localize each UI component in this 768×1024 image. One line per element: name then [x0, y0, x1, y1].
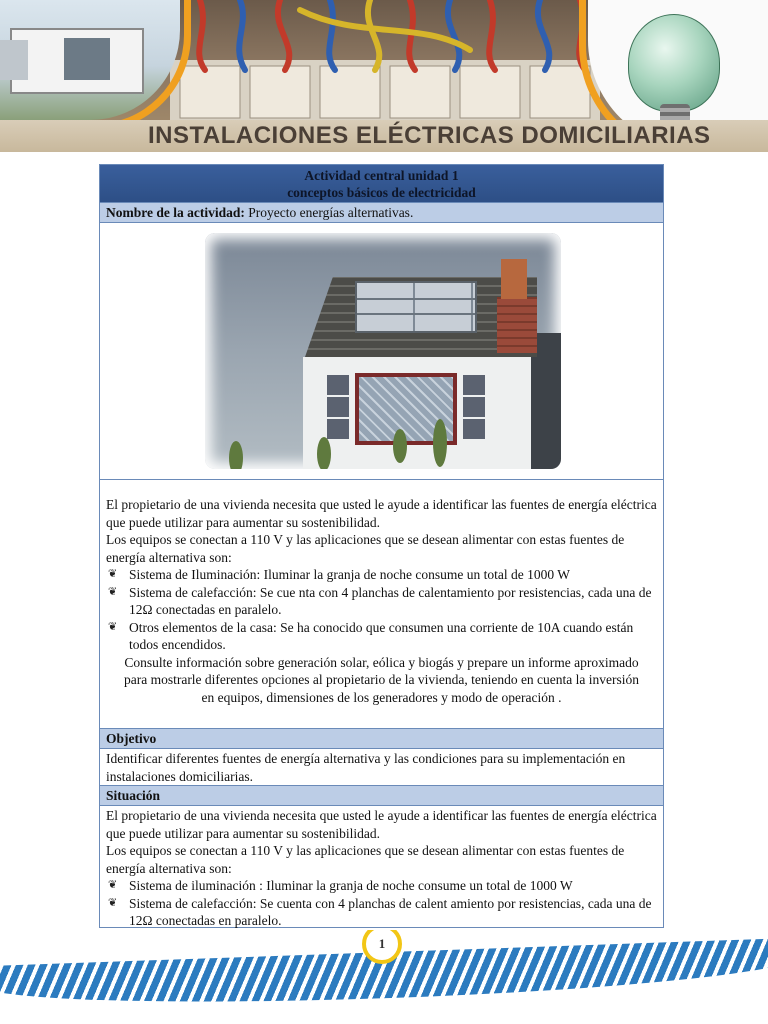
objetivo-text: Identificar diferentes fuentes de energía alternativa y las condiciones para su implementación en instalaciones domiciliarias.: [106, 751, 626, 784]
activity-table: [99, 164, 664, 928]
situacion-paragraph-2: Los equipos se conectan a 110 V y las aplicaciones que se desean alimentar con estas fuentes de energía alternativa son:: [106, 843, 625, 876]
page-footer: [0, 930, 768, 1024]
objetivo-cell: [100, 749, 663, 786]
objetivo-label-row: [100, 729, 663, 749]
situacion-bullet-2: ❦ Sistema de calefacción: Se cuenta con 4 planchas de calent amiento por resistencias, cada una de 12Ω conectadas en paralelo.: [106, 895, 657, 930]
intro-paragraph-2: Los equipos se conectan a 110 V y las aplicaciones que se desean alimentar con estas fuentes de energía alternativa son:: [106, 532, 625, 565]
intro-bullet-1: ❦ Sistema de Iluminación: Iluminar la granja de noche consume un total de 1000 W: [106, 566, 657, 584]
situacion-bullet-1: ❦ Sistema de iluminación : Iluminar la granja de noche consume un total de 1000 W: [106, 877, 657, 895]
header-banner: [0, 0, 768, 152]
situacion-label: Situación: [106, 788, 161, 803]
solar-house-photo: [205, 233, 561, 469]
intro-bullet-3: ❦ Otros elementos de la casa: Se ha conocido que consumen una corriente de 10A cuando están todos encendidos.: [106, 619, 657, 654]
activity-name-row: [100, 203, 663, 223]
intro-cell: [100, 480, 663, 729]
situacion-label-row: [100, 786, 663, 806]
situacion-cell: [100, 806, 663, 930]
page-number: 1: [362, 930, 402, 964]
table-header: [100, 165, 663, 203]
intro-bullet-2: ❦ Sistema de calefacción: Se cue nta con 4 planchas de calentamiento por resistencias, cada una de 12Ω conectadas en paralelo.: [106, 584, 657, 619]
intro-closing: Consulte información sobre generación solar, eólica y biogás y prepare un informe aproximado para mostrarle diferentes opciones al propietario de la vivienda, teniendo en cuenta la inversión en equipos, dimensiones de los generadores y modo de operación .: [123, 654, 640, 705]
situacion-paragraph-1: El propietario de una vivienda necesita que usted le ayude a identificar las fuentes de energía eléctrica que puede utilizar para aumentar su sostenibilidad.: [106, 808, 657, 841]
activity-name-label: Nombre de la actividad:: [106, 205, 245, 220]
banner-title-bar: [0, 120, 768, 152]
header-line-2: conceptos básicos de electricidad: [287, 185, 476, 200]
solar-panel-icon: [355, 281, 477, 333]
image-cell: [100, 223, 663, 480]
header-line-1: Actividad central unidad 1: [304, 168, 459, 183]
activity-name-value: Proyecto energías alternativas.: [248, 205, 414, 220]
intro-paragraph-1: El propietario de una vivienda necesita que usted le ayude a identificar las fuentes de energía eléctrica que puede utilizar para aumentar su sostenibilidad.: [106, 497, 657, 530]
objetivo-label: Objetivo: [106, 731, 157, 746]
banner-title: INSTALACIONES ELÉCTRICAS DOMICILIARIAS: [148, 122, 711, 149]
